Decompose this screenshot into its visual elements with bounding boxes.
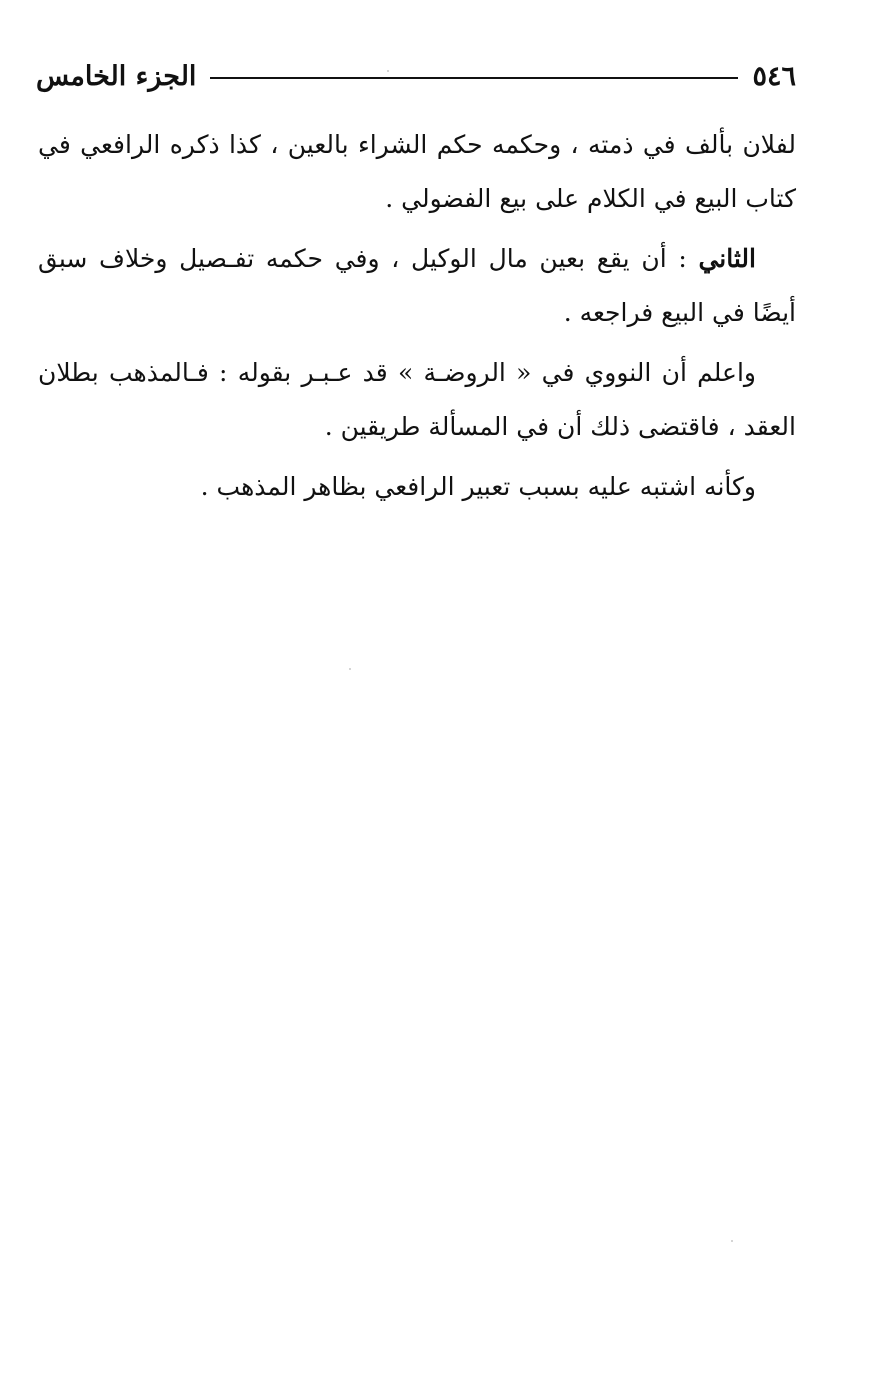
paragraph-2: [38, 232, 796, 340]
page-number: ٥٤٦: [752, 60, 796, 92]
header-rule: [210, 77, 738, 79]
part-title: الجزء الخامس: [36, 60, 197, 92]
scan-speck: [731, 1240, 733, 1242]
paragraph-4-text: وكأنه اشتبه عليه بسبب تعبير الرافعي بظاهر المذهب .: [200, 472, 756, 501]
paragraph-3-text: واعلم أن النووي في « الروضـة » قد عـبـر بقوله : فـالمذهب بطلان العقد ، فاقتضى ذلك أن في المسألة طريقين .: [38, 358, 796, 441]
scan-speck: [349, 668, 351, 670]
paragraph-3: [38, 346, 796, 454]
paragraph-4: [38, 460, 796, 514]
page-header: [36, 56, 796, 96]
paragraph-1-text: لفلان بألف في ذمته ، وحكمه حكم الشراء بالعين ، كذا ذكره الرافعي في كتاب البيع في الكلام على بيع الفضولي .: [38, 130, 796, 213]
paragraph-2-text: : أن يقع بعين مال الوكيل ، وفي حكمه تفـصيل وخلاف سبق أيضًا في البيع فراجعه .: [38, 244, 796, 327]
body-text: [38, 118, 796, 520]
paragraph-1: [38, 118, 796, 226]
scan-speck: [387, 70, 389, 72]
paragraph-2-lead-word: الثاني: [698, 244, 756, 273]
